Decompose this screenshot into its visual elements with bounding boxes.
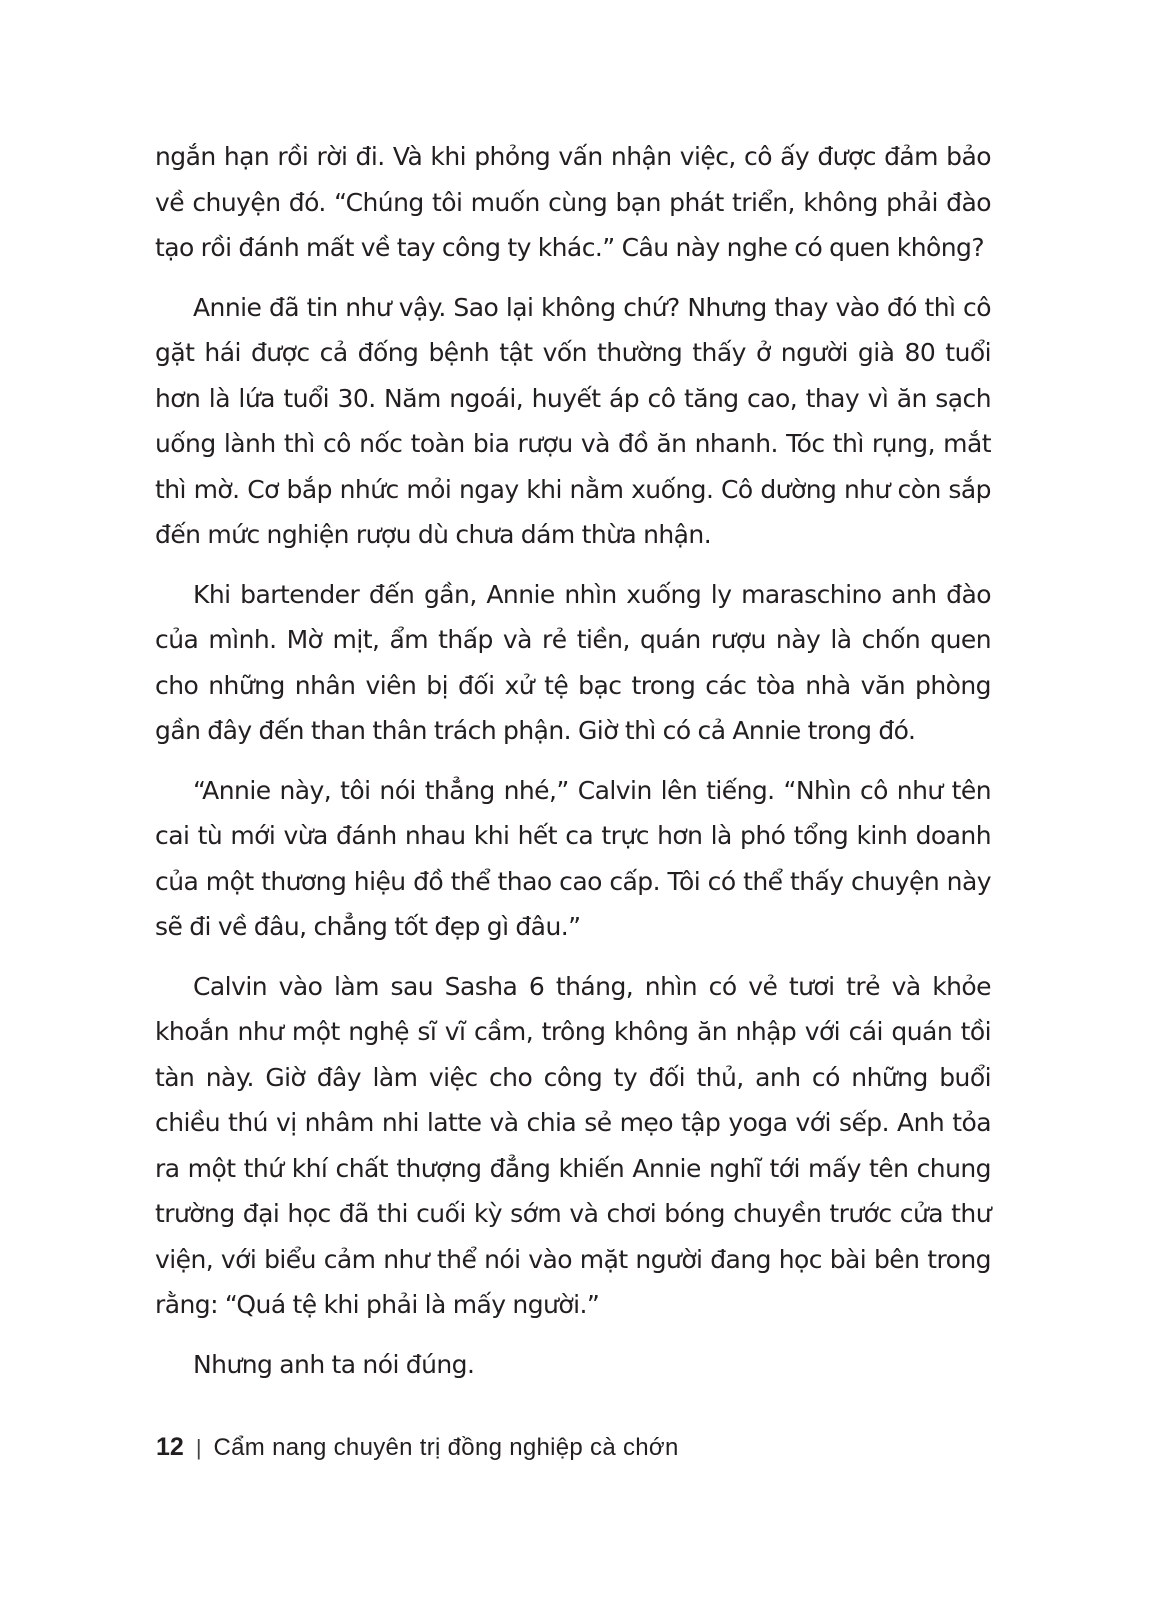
paragraph-3: Khi bartender đến gần, Annie nhìn xuống ly maraschino anh đào của mình. Mờ mịt, ẩm thấp và rẻ tiền, quán rượu này là chốn quen cho những nhân viên bị đối xử tệ bạc trong các tòa nhà văn phòng gần đây đến than thân trách phận. Giờ thì có cả Annie trong đó. xyxy=(155,579,991,745)
page-body xyxy=(155,134,991,1401)
page-footer xyxy=(156,1433,679,1462)
paragraph-4: “Annie này, tôi nói thẳng nhé,” Calvin lên tiếng. “Nhìn cô như tên cai tù mới vừa đánh nhau khi hết ca trực hơn là phó tổng kinh doanh của một thương hiệu đồ thể thao cao cấp. Tôi có thể thấy chuyện này sẽ đi về đâu, chẳng tốt đẹp gì đâu.” xyxy=(155,775,991,941)
paragraph-1: ngắn hạn rồi rời đi. Và khi phỏng vấn nhận việc, cô ấy được đảm bảo về chuyện đó. “Chúng tôi muốn cùng bạn phát triển, không phải đào tạo rồi đánh mất về tay công ty khác.” Câu này nghe có quen không? xyxy=(155,142,991,262)
paragraph-6: Nhưng anh ta nói đúng. xyxy=(193,1349,475,1379)
page-number: 12 xyxy=(156,1433,184,1461)
running-title: Cẩm nang chuyên trị đồng nghiệp cà chớn xyxy=(213,1434,679,1461)
paragraph-5: Calvin vào làm sau Sasha 6 tháng, nhìn có vẻ tươi trẻ và khỏe khoắn như một nghệ sĩ vĩ cầm, trông không ăn nhập với cái quán tồi tàn này. Giờ đây làm việc cho công ty đối thủ, anh có những buổi chiều thú vị nhâm nhi latte và chia sẻ mẹo tập yoga với sếp. Anh tỏa ra một thứ khí chất thượng đẳng khiến Annie nghĩ tới mấy tên chung trường đại học đã thi cuối kỳ sớm và chơi bóng chuyền trước cửa thư viện, với biểu cảm như thể nói vào mặt người đang học bài bên trong rằng: “Quá tệ khi phải là mấy người.” xyxy=(155,971,991,1319)
paragraph-2: Annie đã tin như vậy. Sao lại không chứ? Nhưng thay vào đó thì cô gặt hái được cả đống bệnh tật vốn thường thấy ở người già 80 tuổi hơn là lứa tuổi 30. Năm ngoái, huyết áp cô tăng cao, thay vì ăn sạch uống lành thì cô nốc toàn bia rượu và đồ ăn nhanh. Tóc thì rụng, mắt thì mờ. Cơ bắp nhức mỏi ngay khi nằm xuống. Cô dường như còn sắp đến mức nghiện rượu dù chưa dám thừa nhận. xyxy=(155,292,991,549)
footer-separator: | xyxy=(195,1435,202,1460)
